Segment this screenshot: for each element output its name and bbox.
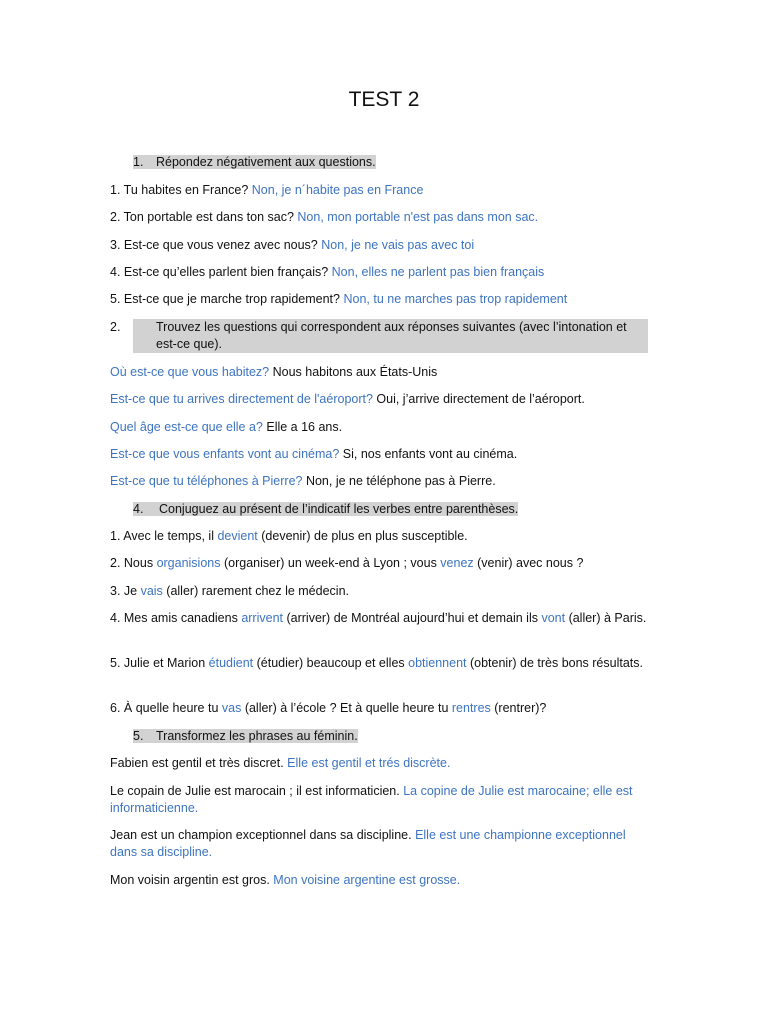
list-item: Quel âge est-ce que elle a? Elle a 16 ans. — [110, 420, 343, 434]
list-item: 4. Est-ce qu’elles parlent bien français? Non, elles ne parlent pas bien français — [110, 265, 545, 279]
list-item: Est-ce que tu arrives directement de l'aéroport? Oui, j’arrive directement de l’aéroport. — [110, 392, 585, 406]
list-item: 1. Tu habites en France? Non, je n´habite pas en France — [110, 183, 424, 197]
section-4-heading: 4. Conjuguez au présent de l’indicatif les verbes entre parenthèses. — [133, 502, 519, 516]
list-item: 1. Avec le temps, il devient (devenir) de plus en plus susceptible. — [110, 529, 468, 543]
list-item: 5. Est-ce que je marche trop rapidement? Non, tu ne marches pas trop rapidement — [110, 292, 568, 306]
list-item: 2. Ton portable est dans ton sac? Non, mon portable n'est pas dans mon sac. — [110, 210, 539, 224]
section-5-heading: 5. Transformez les phrases au féminin. — [133, 729, 358, 743]
list-item: 5. Julie et Marion étudient (étudier) beaucoup et elles obtiennent (obtenir) de très bons résultats. — [110, 656, 643, 670]
list-item: 3. Est-ce que vous venez avec nous? Non, je ne vais pas avec toi — [110, 238, 475, 252]
list-item: 4. Mes amis canadiens arrivent (arriver) de Montréal aujourd’hui et demain ils vont (aller) à Paris. — [110, 611, 647, 625]
list-item: 6. À quelle heure tu vas (aller) à l’école ? Et à quelle heure tu rentres (rentrer)? — [110, 701, 547, 715]
list-item: Est-ce que vous enfants vont au cinéma? Si, nos enfants vont au cinéma. — [110, 447, 518, 461]
list-item: Le copain de Julie est marocain ; il est informaticien. La copine de Julie est marocaine; elle est informaticienne. — [110, 784, 633, 815]
list-item: Mon voisin argentin est gros. Mon voisine argentine est grosse. — [110, 873, 461, 887]
list-item: Fabien est gentil et très discret. Elle est gentil et trés discrète. — [110, 756, 451, 770]
list-item: Où est-ce que vous habitez? Nous habitons aux États-Unis — [110, 365, 438, 379]
list-item: 2. Nous organisions (organiser) un week-end à Lyon ; vous venez (venir) avec nous ? — [110, 556, 584, 570]
section-1-heading: 1. Répondez négativement aux questions. — [133, 155, 376, 169]
list-item: Est-ce que tu téléphones à Pierre? Non, je ne téléphone pas à Pierre. — [110, 474, 496, 488]
list-item: Jean est un champion exceptionnel dans sa discipline. Elle est une championne exceptionnel dans sa discipline. — [110, 828, 626, 859]
section-2-heading: 2. Trouvez les questions qui correspondent aux réponses suivantes (avec l’intonation et est-ce que). — [133, 319, 648, 353]
list-item: 3. Je vais (aller) rarement chez le médecin. — [110, 584, 349, 598]
page-title: TEST 2 — [348, 88, 420, 111]
